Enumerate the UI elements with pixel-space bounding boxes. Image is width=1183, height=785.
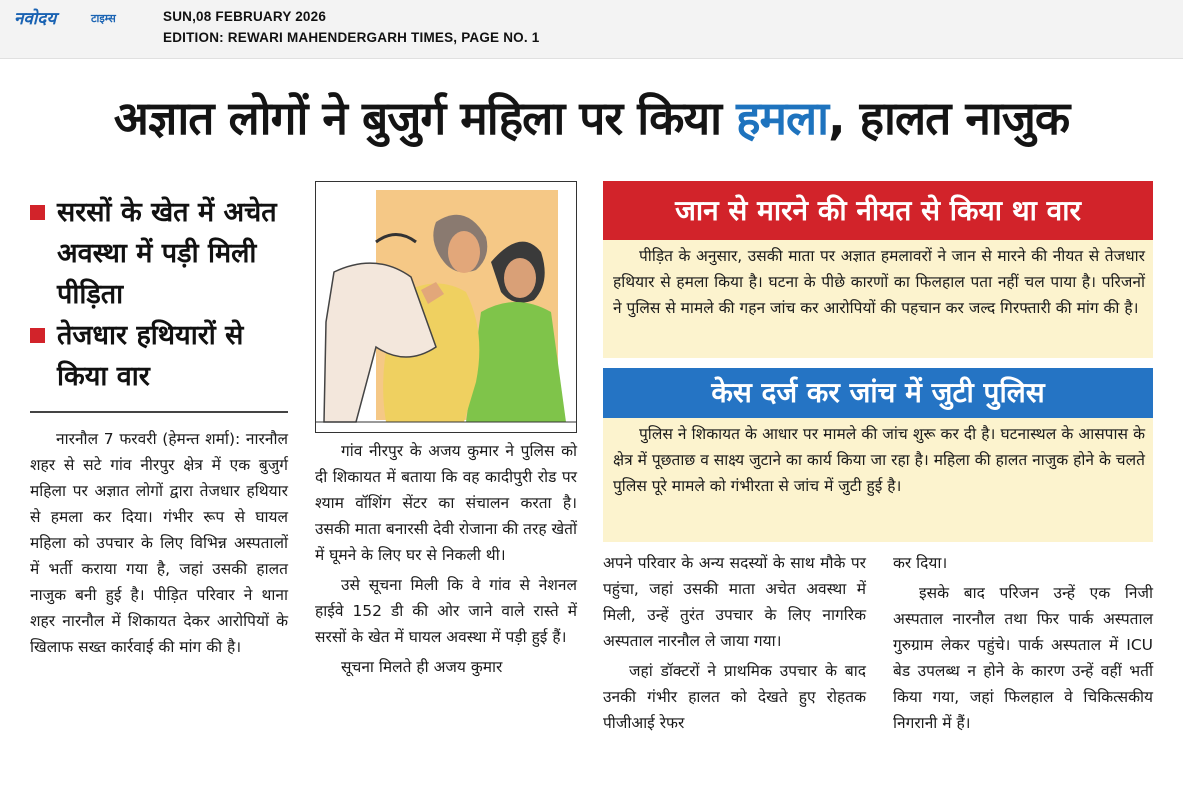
edition-label: EDITION: REWARI MAHENDERGARH TIMES, PAGE NO. 1 xyxy=(163,30,540,45)
masthead-bar xyxy=(0,0,1183,59)
highlight-item xyxy=(30,315,295,397)
headline-part-1: अज्ञात लोगों ने बुजुर्ग महिला पर किया xyxy=(113,91,737,145)
paragraph: जहां डॉक्टरों ने प्राथमिक उपचार के बाद उनकी गंभीर हालत को देखते हुए रोहतक पीजीआई रेफर xyxy=(603,662,866,732)
sidebox-1-title: जान से मारने की नीयत से किया था वार xyxy=(603,181,1153,240)
sidebox-2-title: केस दर्ज कर जांच में जुटी पुलिस xyxy=(603,368,1153,418)
article-column-4 xyxy=(893,550,1153,736)
paragraph: पुलिस ने शिकायत के आधार पर मामले की जांच शुरू कर दी है। घटनास्थल के आसपास के क्षेत्र में पूछताछ व साक्ष्य जुटाने का कार्य किया जा रहा है। महिला की हालत नाजुक होने के चलते पुलिस पूरे मामले को गंभीरता से जांच में जुटी हुई है। xyxy=(613,425,1145,495)
section-divider xyxy=(30,411,288,413)
edition-date: SUN,08 FEBRUARY 2026 xyxy=(163,9,327,24)
paragraph: गांव नीरपुर के अजय कुमार ने पुलिस को दी शिकायत में बताया कि वह कादीपुरी रोड पर श्याम वॉशिंग सेंटर का संचालन करता है। उसकी माता बनारसी देवी रोजाना की तरह खेतों में घूमने के लिए घर से निकली थी। xyxy=(315,442,578,564)
paragraph: सूचना मिलते ही अजय कुमार xyxy=(341,658,503,676)
red-square-bullet-icon xyxy=(30,205,45,220)
highlight-text: सरसों के खेत में अचेत अवस्था में पड़ी मिली पीड़िता xyxy=(57,197,277,310)
highlight-text: तेजधार हथियारों से किया वार xyxy=(57,320,244,392)
paragraph: उसे सूचना मिली कि वे गांव से नेशनल हाईवे 152 डी की ओर जाने वाले रास्ते में सरसों के खेत में घायल अवस्था में पड़ी हुई हैं। xyxy=(315,576,577,646)
sidebox-2-body xyxy=(603,418,1153,542)
newspaper-logo[interactable]: नवोदय xyxy=(14,9,57,29)
article-column-3 xyxy=(603,550,866,736)
paragraph: कर दिया। xyxy=(893,554,948,572)
paragraph: नारनौल 7 फरवरी (हेमन्त शर्मा): नारनौल शहर से सटे गांव नीरपुर क्षेत्र में एक बुजुर्ग महिला पर अज्ञात लोगों द्वारा तेजधार हथियार से हमला कर दिया। गंभीर रूप से घायल महिला को उपचार के लिए विभिन्न अस्पतालों में भर्ती कराया गया है, जहां उसकी हालत नाजुक बनी हुई है। पीड़ित परिवार ने थाना शहर नारनौल में शिकायत देकर आरोपियों के खिलाफ सख्त कार्रवाई की मांग की है। xyxy=(30,430,288,656)
headline-part-2: , हालत नाजुक xyxy=(828,91,1070,145)
article-column-1 xyxy=(30,426,288,660)
headline-highlight: हमला xyxy=(736,91,829,145)
paragraph: पीड़ित के अनुसार, उसकी माता पर अज्ञात हमलावरों ने जान से मारने की नीयत से तेजधार हथियार से हमला किया है। घटना के पीछे कारणों का फिलहाल पता नहीं चल पाया है। परिजनों ने पुलिस से मामले की गहन जांच कर आरोपियों की पहचान कर जल्द गिरफ्तारी की मांग की है। xyxy=(613,247,1145,317)
highlight-item xyxy=(30,192,295,315)
article-column-2 xyxy=(315,438,577,680)
article-illustration xyxy=(315,181,577,433)
paragraph: इसके बाद परिजन उन्हें एक निजी अस्पताल नारनौल तथा फिर पार्क अस्पताल गुरुग्राम लेकर पहुंचे। पार्क अस्पताल में ICU बेड उपलब्ध न होने के कारण उन्हें वहीं भर्ती किया गया, जहां फिलहाल वे चिकित्सकीय निगरानी में हैं। xyxy=(893,584,1153,732)
attack-scene-illustration xyxy=(316,182,576,432)
page-title xyxy=(0,86,1183,148)
sidebox-1-body xyxy=(603,240,1153,358)
highlights-list xyxy=(30,192,295,397)
paragraph: अपने परिवार के अन्य सदस्यों के साथ मौके पर पहुंचा, जहां उसकी माता अचेत अवस्था में मिली, उन्हें तुरंत उपचार के लिए नागरिक अस्पताल नारनौल ले जाया गया। xyxy=(603,554,866,650)
red-square-bullet-icon xyxy=(30,328,45,343)
newspaper-logo-sub: टाइम्स xyxy=(91,12,116,25)
